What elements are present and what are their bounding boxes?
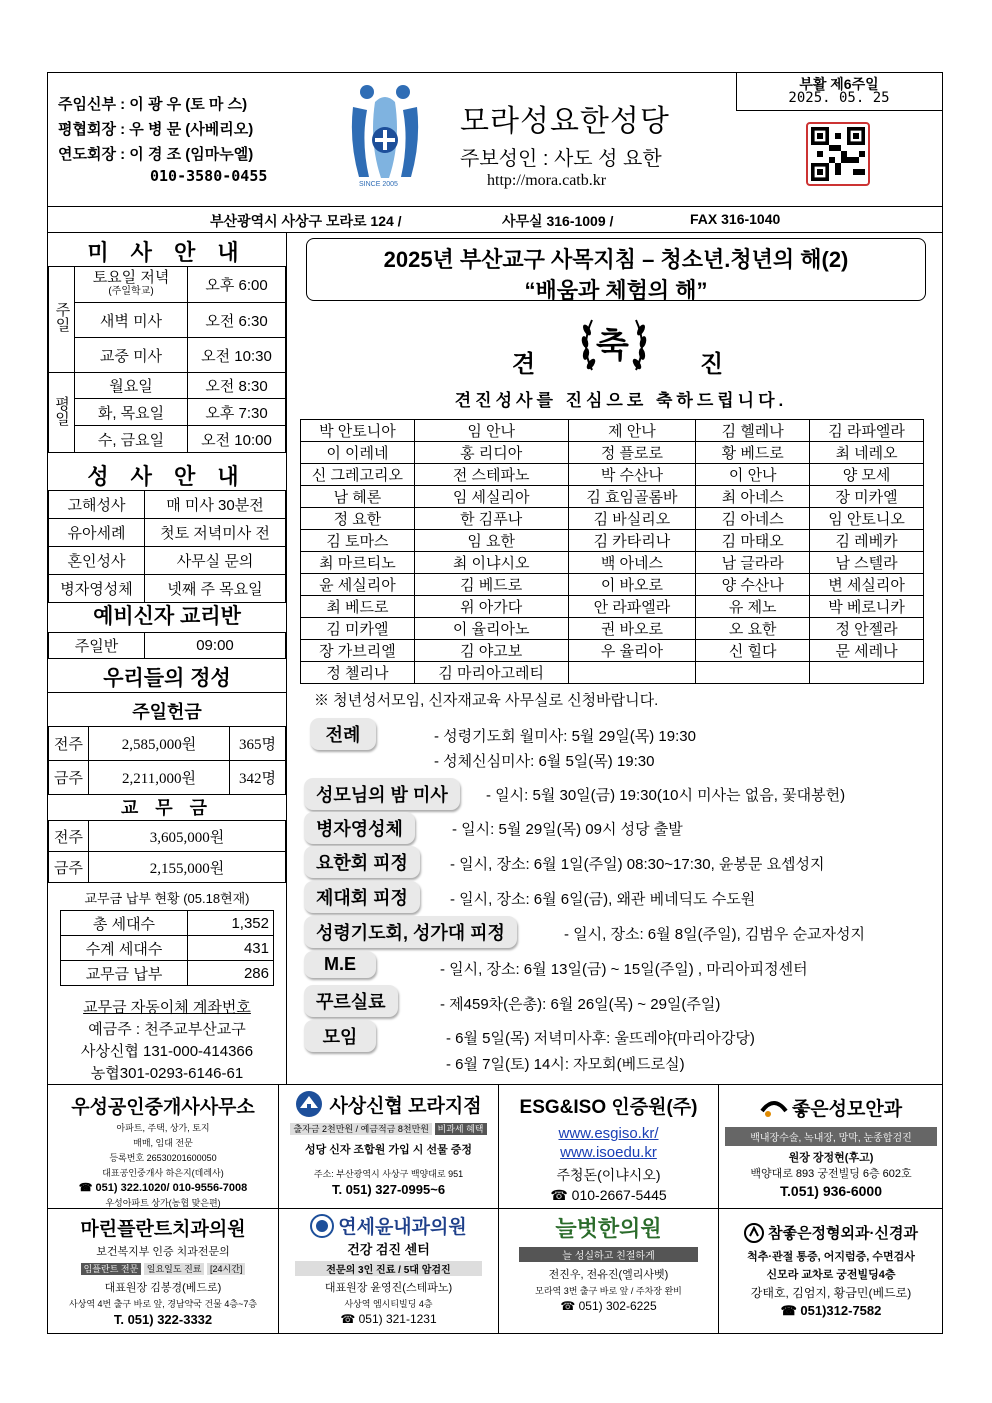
event-detail: - 성체신심미사: 6월 5일(목) 19:30 (434, 753, 655, 770)
confirmand-name: 변 세실리아 (810, 574, 924, 596)
confirmand-name: 양 수산나 (696, 574, 810, 596)
ad-link[interactable]: www.esgiso.kr/ (558, 1125, 659, 1142)
dues-status-title: 교무금 납부 현황 (05.18현재) (84, 891, 250, 906)
mass-time: 오전 6:30 (188, 303, 286, 338)
ad-realestate (48, 1092, 278, 1209)
confirmand-name: 권 바오로 (568, 618, 696, 640)
status-value: 431 (188, 936, 274, 961)
qr-code[interactable] (806, 122, 870, 186)
event-label: 성령기도회, 성가대 피정 (304, 916, 517, 948)
confirmand-name: 김 효임골롬바 (568, 486, 696, 508)
clergy-list (58, 92, 253, 167)
event-label: 전례 (310, 718, 376, 750)
sacrament-value: 사무실 문의 (145, 547, 286, 575)
dues-week: 전주 (49, 821, 89, 852)
ad-phone: ☎ 051) 322.1020/ 010-9556-7008 (78, 1182, 248, 1194)
offering-count: 342명 (230, 761, 286, 795)
banner-line1: 2025년 부산교구 사목지침 – 청소년.청년의 해(2) (383, 247, 849, 272)
mass-time: 오전 10:30 (188, 338, 286, 373)
confirmand-name: 정 첼리나 (301, 662, 415, 684)
sacrament-value: 매 미사 30분전 (145, 491, 286, 519)
confirmand-name: 장 가브리엘 (301, 640, 415, 662)
confirmand-name: 윤 세실리아 (301, 574, 415, 596)
confirmand-row (301, 420, 924, 442)
status-name: 교무금 납부 (61, 961, 188, 986)
event-label: 꾸르실료 (304, 985, 398, 1017)
mass-time: 오전 8:30 (188, 373, 286, 399)
church-logo (345, 82, 425, 192)
ad-line: 대표원장 윤영진(스테파노) (324, 1282, 453, 1294)
ad-oriental (499, 1212, 718, 1313)
status-value: 1,352 (188, 911, 274, 936)
ceremony-right: 진 (700, 351, 724, 378)
sacraments-title: 성 사 안 내 (87, 464, 247, 489)
event-detail: - 일시, 장소: 6월 8일(주일), 김범우 순교자성지 (564, 926, 866, 943)
ad-line: 우성아파트 상가(농협 맞은편) (105, 1198, 221, 1208)
church-name: 모라성요한성당 (460, 105, 670, 138)
qr-code-icon (811, 127, 865, 181)
event-label: 모임 (304, 1020, 376, 1052)
office-phone: 사무실 316-1009 / (502, 213, 614, 229)
confirmand-name: 양 모세 (810, 464, 924, 486)
mass-sunday-2: 교중 미사 (75, 338, 188, 373)
mass-table (48, 266, 286, 453)
confirmand-name: 최 베드로 (301, 596, 415, 618)
clergy-pastor: 주임신부 : 이 광 우 (토 마 스) (58, 96, 248, 113)
event-label: 병자영성체 (304, 812, 415, 844)
confirmand-name: 임 세실리아 (414, 486, 568, 508)
confirmand-name: 최 마르티노 (301, 552, 415, 574)
ad-badge: 비과세 혜택 (435, 1123, 487, 1135)
ad-phone: ☎ 010-2667-5445 (550, 1187, 667, 1203)
sacrament-value: 넷째 주 목요일 (145, 575, 286, 603)
event-detail: - 6월 7일(토) 14시: 자모회(베드로실) (446, 1056, 685, 1073)
confirmand-name: 황 베드로 (696, 442, 810, 464)
confirmand-row (301, 618, 924, 640)
status-value: 286 (188, 961, 274, 986)
confirmand-name: 임 안토니오 (810, 508, 924, 530)
confirmand-row (301, 508, 924, 530)
banner-line2: “배움과 체험의 해” (524, 278, 708, 303)
ad-phone: ☎ 051)312-7582 (780, 1303, 882, 1318)
event-detail: - 일시: 5월 30일(금) 19:30(10시 미사는 없음, 꽃대봉헌) (486, 787, 846, 804)
offering-amount: 2,211,000원 (89, 761, 230, 795)
catechumen-title: 예비신자 교리반 (93, 605, 241, 628)
mass-weekday-0: 월요일 (75, 373, 188, 399)
mass-title: 미 사 안 내 (87, 240, 247, 265)
sacrament-name: 유아세례 (49, 519, 145, 547)
confirmand-name: 이 이레네 (301, 442, 415, 464)
event-label: 성모님의 밤 미사 (304, 778, 460, 810)
confirmand-name: 임 요한 (414, 530, 568, 552)
ad-badge: 임플란트 전문 (81, 1263, 142, 1275)
event-label: 요한회 피정 (304, 846, 420, 878)
status-name: 수계 세대수 (61, 936, 188, 961)
event-detail: - 성령기도회 월미사: 5월 29일(목) 19:30 (434, 728, 696, 745)
dues-status-table (60, 910, 274, 986)
confirmand-name: 김 토마스 (301, 530, 415, 552)
confirmand-name: 안 라파엘라 (568, 596, 696, 618)
confirmand-name: 남 스텔라 (810, 552, 924, 574)
confirmand-name: 정 요한 (301, 508, 415, 530)
event-detail: - 일시, 장소: 6월 1일(주일) 08:30~17:30, 윤봉문 요셉성지 (450, 856, 825, 873)
confirmand-name: 한 김푸나 (414, 508, 568, 530)
confirmand-row (301, 442, 924, 464)
patron-saint: 주보성인 : 사도 성 요한 (460, 148, 662, 170)
sunday-label: 주일 (49, 267, 75, 373)
ad-line: 주소: 부산광역시 사상구 백양대로 951 (313, 1169, 464, 1179)
confirmand-name: 위 아가다 (414, 596, 568, 618)
auto-transfer-title: 교무금 자동이체 계좌번호 (83, 999, 251, 1016)
event-detail: - 6월 5일(목) 저녁미사후: 울뜨레야(마리아강당) (446, 1030, 755, 1047)
ad-line: 원장 장정현(후고) (788, 1152, 874, 1164)
confirmand-name: 김 카타리나 (568, 530, 696, 552)
dues-table (48, 820, 286, 883)
confirmand-name: 유 제노 (696, 596, 810, 618)
sacrament-name: 혼인성사 (49, 547, 145, 575)
confirmand-row (301, 640, 924, 662)
confirmand-name: 김 레베카 (810, 530, 924, 552)
event-detail: - 제459차(은총): 6월 26일(목) ~ 29일(주일) (440, 996, 721, 1013)
confirmands-table (300, 419, 924, 684)
ad-esg (499, 1092, 718, 1204)
confirmand-row (301, 574, 924, 596)
signup-note: ※ 청년성서모임, 신자재교육 사무실로 신청바랍니다. (314, 692, 659, 709)
ad-dental (48, 1214, 278, 1327)
confirmand-name: 우 율리아 (568, 640, 696, 662)
confirmand-name: 최 이냐시오 (414, 552, 568, 574)
account-nonghyup: 농협301-0293-6146-61 (90, 1065, 244, 1082)
confirmand-row (301, 530, 924, 552)
ad-credit (279, 1090, 498, 1197)
dues-amount: 2,155,000원 (89, 852, 286, 883)
ad-line: 사상역 엠시티빌딩 4층 (344, 1299, 433, 1309)
ad-ortho (719, 1222, 943, 1319)
sunday-offering-table (48, 726, 286, 795)
confirmand-name: 김 바실리오 (568, 508, 696, 530)
ad-badge: 일요일도 진료 (144, 1263, 205, 1275)
ad-link[interactable]: www.isoedu.kr (560, 1144, 657, 1161)
confirmand-name: 정 안젤라 (810, 618, 924, 640)
ceremony-left: 견 (512, 351, 536, 378)
ad-title: 우성공인중개사사무소 (71, 1097, 255, 1118)
sacrament-value: 첫토 저녁미사 전 (145, 519, 286, 547)
sunday-offering-title: 주일헌금 (132, 702, 202, 722)
bulletin-date: 2025. 05. 25 (788, 90, 890, 106)
confirmand-name: 백 아네스 (568, 552, 696, 574)
ad-line: 강태호, 김엄지, 황금민(베드로) (750, 1286, 912, 1300)
sacrament-name: 고해성사 (49, 491, 145, 519)
weekday-label: 평일 (49, 373, 75, 453)
confirmand-name: 제 안나 (568, 420, 696, 442)
eye-clinic-icon (760, 1097, 788, 1119)
logo-since: SINCE 2005 (359, 181, 398, 188)
ad-phone: T. 051) 322-3332 (113, 1312, 213, 1327)
confirmand-name: 남 글라라 (696, 552, 810, 574)
sacraments-table (48, 490, 286, 603)
ad-title: 마린플란트치과의원 (80, 1219, 246, 1240)
status-name: 총 세대수 (61, 911, 188, 936)
confirmand-name: 신 힐다 (696, 640, 810, 662)
ad-title: 사상신협 모라지점 (329, 1095, 482, 1117)
clinic-emblem-icon (310, 1214, 334, 1238)
ad-title: ESG&ISO 인증원(주) (519, 1097, 698, 1118)
church-url[interactable]: http://mora.catb.kr (487, 172, 607, 189)
confirmand-name: 이 안나 (696, 464, 810, 486)
confirmand-row (301, 596, 924, 618)
confirmand-name (568, 662, 696, 684)
church-logo-icon (345, 82, 425, 192)
offering-week: 금주 (49, 761, 89, 795)
dues-amount: 3,605,000원 (89, 821, 286, 852)
confirmand-name: 전 스테파노 (414, 464, 568, 486)
event-detail: - 일시, 장소: 6월 6일(금), 왜관 베네딕도 수도원 (450, 891, 756, 908)
ad-line: 대표원장 김봉경(베드로) (104, 1282, 222, 1294)
mass-sunday-0: 토요일 저녁 (주일학교) (75, 267, 188, 303)
address: 부산광역시 사상구 모라로 124 / (210, 213, 402, 229)
ad-line: 신모라 교차로 궁전빌딩4층 (766, 1269, 896, 1281)
confirmand-name: 최 아네스 (696, 486, 810, 508)
confirmand-name: 김 야고보 (414, 640, 568, 662)
ad-eye (719, 1094, 943, 1199)
confirmand-name: 김 라파엘라 (810, 420, 924, 442)
event-label: 제대회 피정 (304, 881, 420, 913)
confirmand-name: 김 헬레나 (696, 420, 810, 442)
mass-time: 오후 6:00 (188, 267, 286, 303)
ad-internal (279, 1212, 498, 1326)
confirmand-name: 박 베로니카 (810, 596, 924, 618)
ad-line: 성당 신자 조합원 가입 시 선물 증정 (304, 1144, 473, 1156)
ad-line: 척추·관절 통증, 어지럼증, 수면검사 (747, 1251, 915, 1263)
confirmand-name: 김 마리아고레티 (414, 662, 568, 684)
confirmand-row (301, 662, 924, 684)
ad-line: 백내장수술, 녹내장, 망막, 눈종합검진 (725, 1127, 937, 1146)
ad-line: 전진우, 전유진(엘리사벳) (548, 1269, 669, 1281)
account-holder: 예금주 : 천주교부산교구 (88, 1021, 246, 1038)
confirmand-name: 김 아네스 (696, 508, 810, 530)
event-detail: - 일시: 5월 29일(목) 09시 성당 출발 (452, 821, 683, 838)
ad-title: 연세윤내과의원 (338, 1217, 467, 1238)
confirmand-row (301, 552, 924, 574)
confirmand-name: 박 수산나 (568, 464, 696, 486)
ad-line: 백양대로 893 궁전빌딩 6층 602호 (750, 1168, 912, 1180)
ad-line: 보건복지부 인증 치과전문의 (96, 1246, 230, 1258)
confirmand-name: 박 안토니아 (301, 420, 415, 442)
mass-time: 오후 7:30 (188, 399, 286, 426)
credit-union-icon (295, 1090, 323, 1118)
confirmand-name: 이 바오로 (568, 574, 696, 596)
ad-title: 참좋은정형외과·신경과 (768, 1225, 918, 1242)
confirmand-name: 김 미카엘 (301, 618, 415, 640)
mass-weekday-1: 화, 목요일 (75, 399, 188, 426)
confirmand-name: 최 네레오 (810, 442, 924, 464)
confirmand-name: 신 그레고리오 (301, 464, 415, 486)
confirmand-name: 오 요한 (696, 618, 810, 640)
confirmand-name: 김 베드로 (414, 574, 568, 596)
catechumen-time: 09:00 (145, 633, 286, 659)
ad-phone: ☎ 051) 321-1231 (340, 1312, 437, 1326)
ad-line: 모라역 3번 출구 바로 앞 / 주차장 완비 (535, 1286, 682, 1296)
confirmand-name: 장 미카엘 (810, 486, 924, 508)
ad-title: 늘벗한의원 (555, 1216, 662, 1241)
ad-line: 주청돈(이냐시오) (556, 1167, 661, 1183)
confirmand-name: 남 헤론 (301, 486, 415, 508)
congrats-message: 견진성사를 진심으로 축하드립니다. (454, 391, 788, 410)
fax-number: FAX 316-1040 (690, 211, 781, 227)
dues-title: 교 무 금 (120, 798, 214, 818)
catechumen-label: 주일반 (49, 633, 145, 659)
ad-phone: ☎ 051) 302-6225 (560, 1299, 657, 1313)
offering-title: 우리들의 정성 (103, 667, 231, 690)
ad-phone: T. 051) 327-0995~6 (331, 1182, 446, 1197)
liturgical-week: 부활 제6주일 (799, 76, 879, 92)
ad-line: 매매, 임대 전문 (133, 1138, 193, 1148)
ad-line: 대표공인중개사 하은지(데레사) (102, 1168, 224, 1178)
event-label: M.E (304, 951, 376, 978)
ad-line: 늘 성실하고 친절하게 (519, 1247, 698, 1262)
event-detail: - 일시, 장소: 6월 13일(금) ~ 15일(주일) , 마리아피정센터 (440, 961, 808, 978)
mass-sunday-1: 새벽 미사 (75, 303, 188, 338)
ad-title: 좋은성모안과 (791, 1099, 903, 1120)
confirmand-name (696, 662, 810, 684)
dues-week: 금주 (49, 852, 89, 883)
confirmand-name (810, 662, 924, 684)
offering-count: 365명 (230, 727, 286, 761)
ad-line: 건강 검진 센터 (347, 1242, 430, 1257)
mass-weekday-2: 수, 금요일 (75, 426, 188, 453)
ad-line: 사상역 4번 출구 바로 앞, 경남약국 건물 4층~7층 (68, 1299, 258, 1309)
emblem-char: 축 (596, 327, 629, 365)
ad-line: 아파트, 주택, 상가, 토지 (116, 1123, 210, 1133)
ad-badge: [24시간] (207, 1263, 245, 1275)
confirmand-name: 이 율리아노 (414, 618, 568, 640)
ad-line: 등록번호 26530201600050 (109, 1153, 217, 1163)
catechumen-table (48, 632, 286, 659)
mass-time: 오전 10:00 (188, 426, 286, 453)
celebration-emblem (578, 310, 650, 380)
offering-week: 전주 (49, 727, 89, 761)
offering-amount: 2,585,000원 (89, 727, 230, 761)
ad-phone: T.051) 936-6000 (780, 1183, 882, 1199)
confirmand-name: 정 플로로 (568, 442, 696, 464)
ad-line: 출자금 2천만원 / 예금적금 8천만원 (290, 1123, 432, 1135)
clergy-council: 평협회장 : 우 병 문 (사베리오) (58, 121, 254, 138)
ad-line: 전문의 3인 진료 / 5대 암검진 (295, 1261, 482, 1276)
confirmand-row (301, 464, 924, 486)
account-shinhyup: 사상신협 131-000-414366 (80, 1043, 254, 1060)
clergy-purgatory: 연도회장 : 이 경 조 (임마누엘) (58, 146, 254, 163)
theme-banner (306, 238, 926, 301)
confirmand-name: 문 세레나 (810, 640, 924, 662)
ortho-clinic-icon (744, 1223, 764, 1243)
confirmand-name: 임 안나 (414, 420, 568, 442)
header-phone: 010-3580-0455 (150, 167, 268, 185)
confirmand-name: 홍 리디아 (414, 442, 568, 464)
confirmand-name: 김 마태오 (696, 530, 810, 552)
confirmand-row (301, 486, 924, 508)
sacrament-name: 병자영성체 (49, 575, 145, 603)
